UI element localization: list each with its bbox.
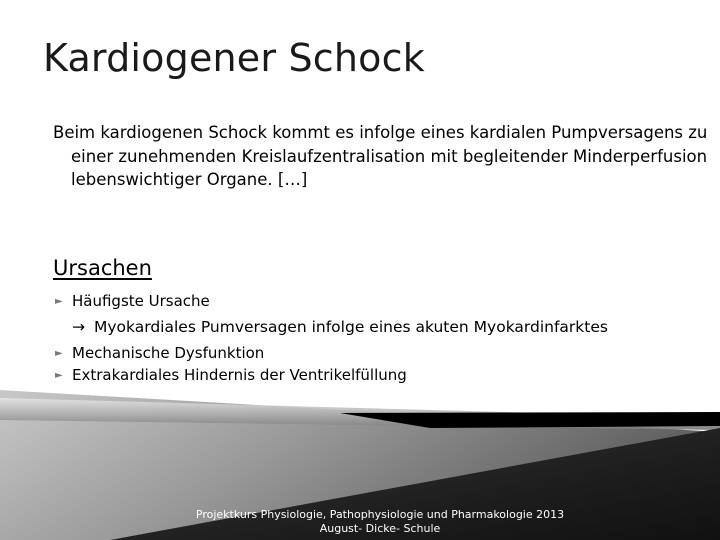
- footer-line-2: August- Dicke- Schule: [319, 522, 441, 535]
- triangle-right-icon: ►: [55, 370, 63, 381]
- ursachen-heading: Ursachen: [53, 256, 152, 280]
- slide-title: Kardiogener Schock: [43, 36, 425, 80]
- list-subitem: [53, 312, 608, 342]
- list-item: [53, 290, 608, 312]
- list-item: [53, 342, 608, 364]
- intro-paragraph: Beim kardiogenen Schock kommt es infolge eines kardialen Pumpversagens zu einer zunehmenden Kreislaufzentralisation mit begleitender Minderperfusion lebenswichtiger Organe. […]: [53, 123, 708, 189]
- list-item-label: Mechanische Dysfunktion: [72, 344, 265, 362]
- list-item: [53, 364, 608, 386]
- triangle-right-icon: ►: [55, 296, 63, 307]
- list-item-label: Häufigste Ursache: [72, 292, 210, 310]
- arrow-right-icon: →: [72, 318, 85, 336]
- footer-line-1: Projektkurs Physiologie, Pathophysiologie und Pharmakologie 2013: [195, 508, 565, 521]
- list-subitem-text: Myokardiales Pumversagen infolge eines akuten Myokardinfarktes: [94, 318, 608, 336]
- footer: [0, 508, 720, 536]
- list-item-label: Extrakardiales Hindernis der Ventrikelfüllung: [72, 366, 407, 384]
- triangle-right-icon: ►: [55, 348, 63, 359]
- ursachen-list: [53, 290, 608, 386]
